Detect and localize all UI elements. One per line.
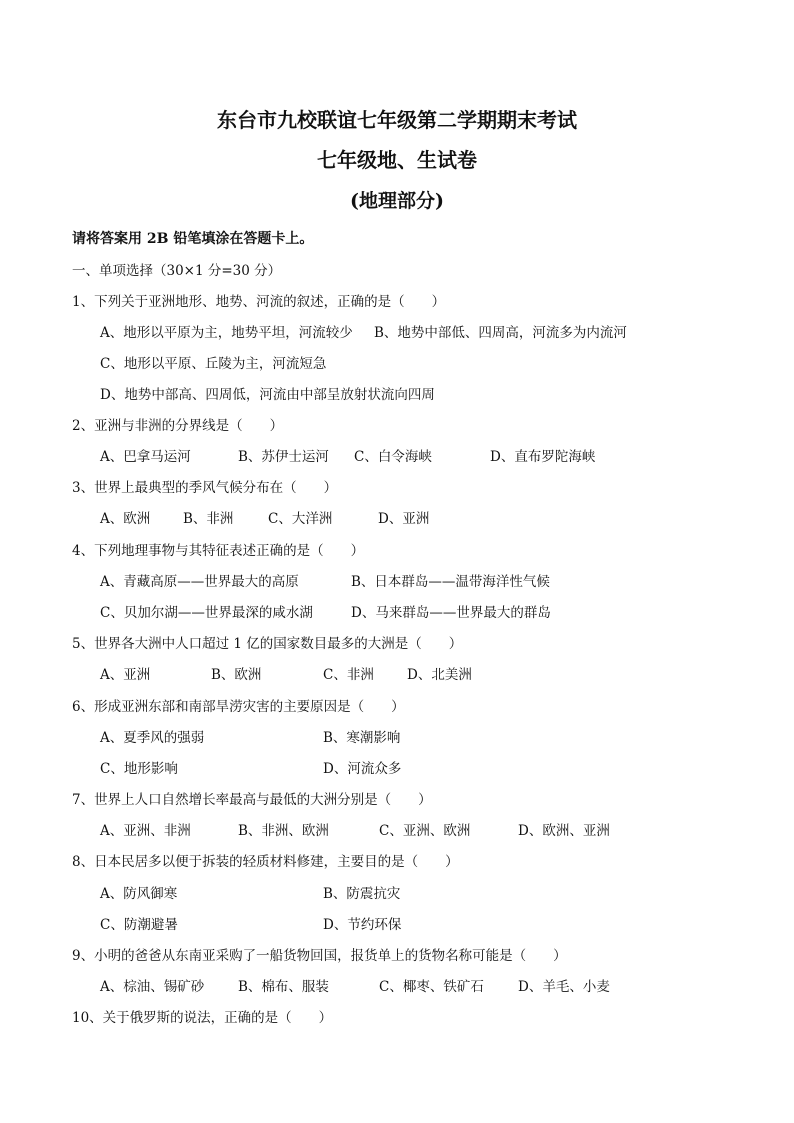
option: D、直布罗陀海峡	[490, 449, 596, 465]
option: D、亚洲	[378, 511, 430, 527]
option: C、亚洲、欧洲	[379, 823, 471, 839]
option: A、亚洲	[100, 667, 151, 683]
option: B、苏伊士运河	[238, 449, 329, 465]
option: C、防潮避暑	[100, 917, 178, 933]
option: C、椰枣、铁矿石	[379, 979, 484, 995]
option: C、地形影响	[100, 761, 178, 777]
option: B、日本群岛——温带海洋性气候	[351, 574, 550, 590]
question-stem: 9、小明的爸爸从东南亚采购了一船货物回国，报货单上的货物名称可能是（ ）	[72, 948, 567, 964]
option: A、地形以平原为主，地势平坦，河流较少	[100, 325, 353, 341]
option: C、大洋洲	[268, 511, 333, 527]
option: B、欧洲	[211, 667, 262, 683]
section-subtitle: (地理部分)	[350, 190, 444, 212]
option: D、欧洲、亚洲	[518, 823, 610, 839]
option: C、地形以平原、丘陵为主，河流短急	[100, 356, 327, 372]
instruction-text: 请将答案用 2B 铅笔填涂在答题卡上。	[72, 231, 314, 247]
question-stem: 4、下列地理事物与其特征表述正确的是（ ）	[72, 543, 365, 559]
option: B、非洲、欧洲	[238, 823, 329, 839]
question-stem: 7、世界上人口自然增长率最高与最低的大洲分别是（ ）	[72, 792, 432, 808]
option: D、北美洲	[407, 667, 472, 683]
option: C、白令海峡	[354, 449, 432, 465]
section-heading: 一、单项选择（30×1 分=30 分）	[72, 263, 282, 279]
question-stem: 1、下列关于亚洲地形、地势、河流的叙述，正确的是（ ）	[72, 294, 446, 310]
option: A、棕油、锡矿砂	[100, 979, 205, 995]
question-stem: 10、关于俄罗斯的说法，正确的是（ ）	[72, 1010, 333, 1026]
option: D、马来群岛——世界最大的群岛	[351, 605, 551, 621]
question-stem: 6、形成亚洲东部和南部旱涝灾害的主要原因是（ ）	[72, 699, 405, 715]
question-stem: 8、日本民居多以便于拆装的轻质材料修建，主要目的是（ ）	[72, 854, 459, 870]
option: D、地势中部高、四周低，河流由中部呈放射状流向四周	[100, 387, 435, 403]
paper-title: 七年级地、生试卷	[317, 148, 477, 172]
option: C、非洲	[323, 667, 374, 683]
option: A、巴拿马运河	[100, 449, 191, 465]
option: B、棉布、服装	[238, 979, 329, 995]
question-stem: 3、世界上最典型的季风气候分布在（ ）	[72, 480, 338, 496]
option: B、防震抗灾	[323, 886, 401, 902]
option: A、夏季风的强弱	[100, 730, 205, 746]
option: B、非洲	[183, 511, 234, 527]
option: B、寒潮影响	[323, 730, 401, 746]
option: D、河流众多	[323, 761, 402, 777]
option: A、亚洲、非洲	[100, 823, 191, 839]
option: B、地势中部低、四周高，河流多为内流河	[374, 325, 627, 341]
option: D、节约环保	[323, 917, 402, 933]
option: C、贝加尔湖——世界最深的咸水湖	[100, 605, 313, 621]
option: A、欧洲	[100, 511, 151, 527]
question-stem: 2、亚洲与非洲的分界线是（ ）	[72, 418, 284, 434]
exam-title: 东台市九校联谊七年级第二学期期末考试	[217, 108, 577, 132]
option: A、防风御寒	[100, 886, 178, 902]
option: A、青藏高原——世界最大的高原	[100, 574, 299, 590]
option: D、羊毛、小麦	[518, 979, 610, 995]
question-stem: 5、世界各大洲中人口超过 1 亿的国家数目最多的大洲是（ ）	[72, 636, 463, 652]
